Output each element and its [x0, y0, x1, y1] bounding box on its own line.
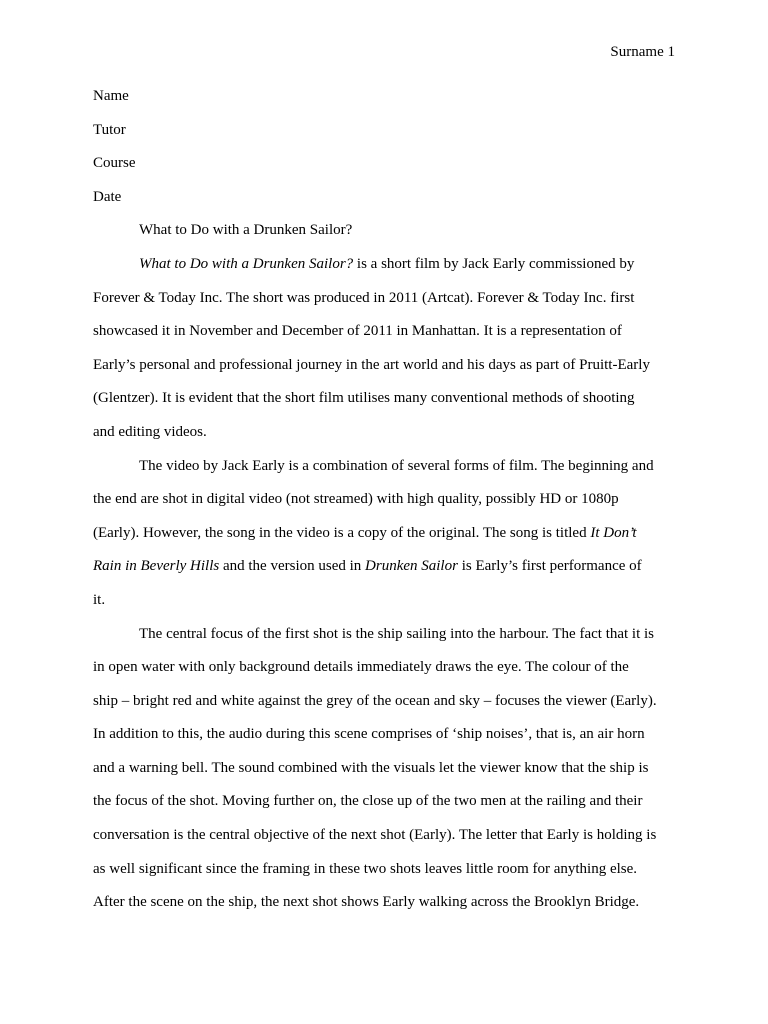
- paragraph-line: In addition to this, the audio during this scene comprises of ‘ship noises’, that is, an air horn: [93, 726, 645, 743]
- running-head: Surname 1: [610, 44, 675, 60]
- text-span: is Early’s first performance of: [457, 558, 642, 575]
- paragraph-1: [93, 254, 675, 456]
- paragraph-line: conversation is the central objective of the next shot (Early). The letter that Early is holding is: [93, 827, 657, 844]
- paragraph-line: it.: [93, 591, 106, 608]
- film-title-italic: What to Do with a Drunken Sailor?: [139, 255, 354, 272]
- paragraph-line: Forever & Today Inc. The short was produced in 2011 (Artcat). Forever & Today Inc. first: [93, 289, 635, 306]
- heading-course: Course: [93, 155, 136, 172]
- paragraph-line: Early’s personal and professional journey in the art world and his days as part of Pruitt-Early: [93, 356, 650, 373]
- paragraph-line: The video by Jack Early is a combination of several forms of film. The beginning and: [139, 457, 654, 474]
- paragraph-line: [93, 556, 675, 590]
- film-title-italic: Drunken Sailor: [365, 558, 458, 575]
- text-span: and the version used in: [219, 558, 366, 575]
- paragraph-line: the end are shot in digital video (not streamed) with high quality, possibly HD or 1080p: [93, 491, 619, 508]
- paragraph-line: as well significant since the framing in these two shots leaves little room for anything else.: [93, 860, 638, 877]
- paragraph-line: and a warning bell. The sound combined with the visuals let the viewer know that the ship is: [93, 759, 649, 776]
- paragraph-line: in open water with only background details immediately draws the eye. The colour of the: [93, 659, 629, 676]
- heading-tutor: Tutor: [93, 121, 126, 138]
- paragraph-line: and editing videos.: [93, 423, 207, 440]
- paragraph-3: [93, 624, 675, 926]
- text-span: is a short film by Jack Early commissioned by: [353, 255, 635, 272]
- heading-date: Date: [93, 188, 122, 205]
- paragraph-line: The central focus of the first shot is the ship sailing into the harbour. The fact that it is: [139, 625, 655, 642]
- document-body: [93, 86, 675, 926]
- paragraph-line: (Glentzer). It is evident that the short film utilises many conventional methods of shooting: [93, 390, 635, 407]
- essay-title: What to Do with a Drunken Sailor?: [139, 222, 353, 239]
- heading-name: Name: [93, 88, 129, 104]
- text-span: (Early). However, the song in the video is a copy of the original. The song is titled: [93, 524, 591, 541]
- paragraph-line: [93, 523, 675, 557]
- song-title-italic: Rain in Beverly Hills: [93, 558, 220, 575]
- paragraph-line: showcased it in November and December of 2011 in Manhattan. It is a representation of: [93, 323, 622, 340]
- paragraph-line: [93, 254, 675, 288]
- paragraph-line: ship – bright red and white against the grey of the ocean and sky – focuses the viewer (Early).: [93, 692, 657, 709]
- paragraph-2: [93, 456, 675, 624]
- paragraph-line: After the scene on the ship, the next shot shows Early walking across the Brooklyn Bridge.: [93, 894, 640, 911]
- song-title-italic: It Don’t: [590, 524, 637, 541]
- paragraph-line: the focus of the shot. Moving further on, the close up of the two men at the railing and their: [93, 793, 643, 810]
